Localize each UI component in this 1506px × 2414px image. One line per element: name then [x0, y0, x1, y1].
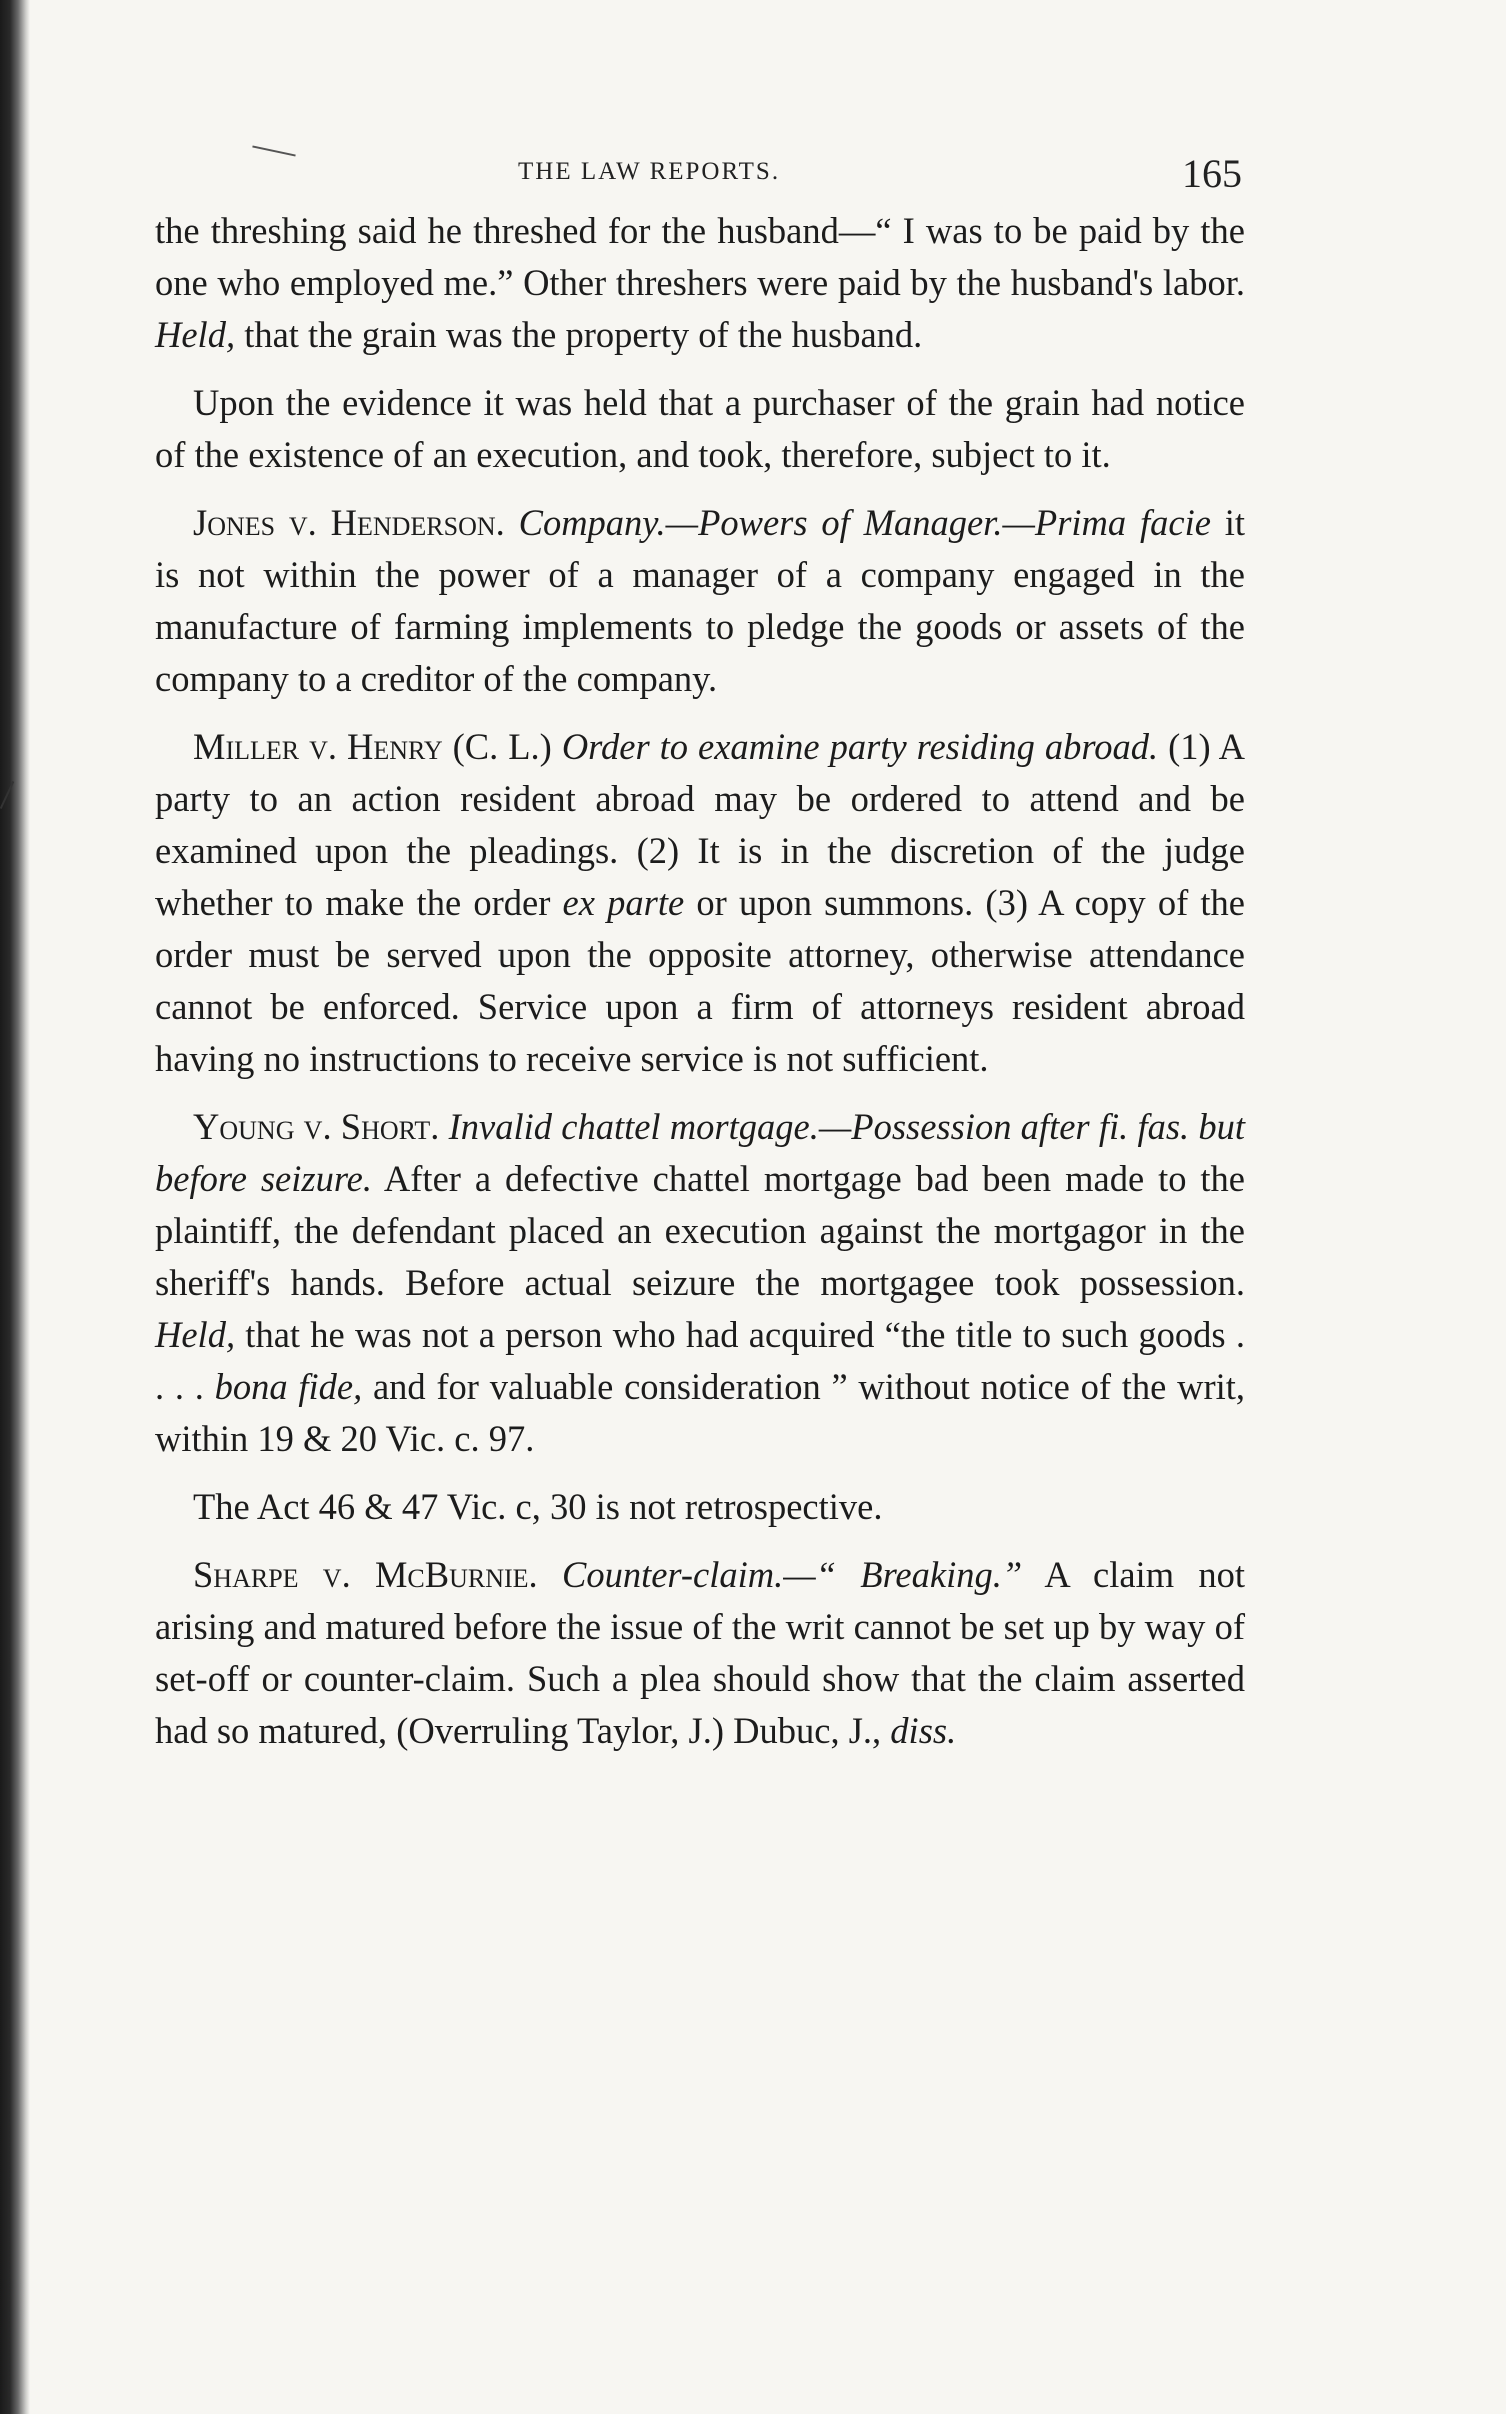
diss-italic: diss. — [890, 1710, 957, 1751]
case-heading: Invalid chattel mortgage.—Possession after fi. fas. but before seizure. — [155, 1106, 1246, 1199]
stray-pen-mark — [252, 145, 295, 156]
paragraph-purchaser: Upon the evidence it was held that a purchaser of the grain had notice of the existence of an execution, and took, therefore, subject to it. — [155, 382, 1245, 475]
case-name: Sharpe v. McBurnie. — [193, 1554, 538, 1595]
held-italic: Held, — [155, 314, 236, 355]
page-spine-shadow — [0, 0, 30, 2414]
case-jones-v-henderson: Jones v. Henderson. Company.—Powers of Manager.—Prima facie it is not within the power of a manager of a company engaged in the manufacture of farming implements to pledge the goods or assets of the company to a creditor of the company. — [155, 502, 1245, 699]
case-heading: Order to examine party residing abroad. — [561, 726, 1159, 767]
page-body — [155, 205, 1245, 1773]
paragraph-act-not-retrospective: The Act 46 & 47 Vic. c, 30 is not retrospective. — [193, 1486, 883, 1527]
page-number: 165 — [1182, 151, 1242, 196]
running-head: THE LAW REPORTS. — [518, 158, 781, 185]
case-heading: Counter-claim.—“ Breaking.” — [561, 1554, 1023, 1595]
case-sharpe-v-mcburnie: Sharpe v. McBurnie. Counter-claim.—“ Breaking.” A claim not arising and matured before the issue of the writ cannot be set up by way of set-off or counter-claim. Such a plea should show that the claim asserted had so matured, (Overruling Taylor, J.) Dubuc, J., diss. — [155, 1554, 1246, 1751]
ex-parte-italic: ex parte — [562, 882, 685, 923]
case-name: Young v. Short. — [193, 1106, 440, 1147]
case-heading: Company.—Powers of Manager.—Prima facie — [518, 502, 1211, 543]
bona-fide-italic: bona fide, — [214, 1366, 363, 1407]
held-italic: Held, — [155, 1314, 236, 1355]
case-name: Miller v. Henry (C. L.) — [193, 726, 552, 767]
case-name: Jones v. Henderson. — [193, 502, 505, 543]
case-young-v-short: Young v. Short. Invalid chattel mortgage.—Possession after fi. fas. but before seizure. After a defective chattel mortgage bad been made to the plaintiff, the defendant placed an execution against the mortgagor in the sheriff's hands. Before actual seizure the mortgagee took possession. Held, that he was not a person who had acquired “the title to such goods . . . . bona fide, and for valuable consideration ” without notice of the writ, within 19 & 20 Vic. c. 97. — [155, 1106, 1246, 1459]
paragraph-threshing: the threshing said he threshed for the husband—“ I was to be paid by the one who employed me.” Other threshers were paid by the husband's labor. Held, that the grain was the property of the husband. — [155, 210, 1245, 355]
case-miller-v-henry: Miller v. Henry (C. L.) Order to examine party residing abroad. (1) A party to an action resident abroad may be ordered to attend and be examined upon the pleadings. (2) It is in the discretion of the judge whether to make the order ex parte or upon summons. (3) A copy of the order must be served upon the opposite attorney, otherwise attendance cannot be enforced. Service upon a firm of attorneys resident abroad having no instructions to receive service is not sufficient. — [155, 726, 1246, 1079]
